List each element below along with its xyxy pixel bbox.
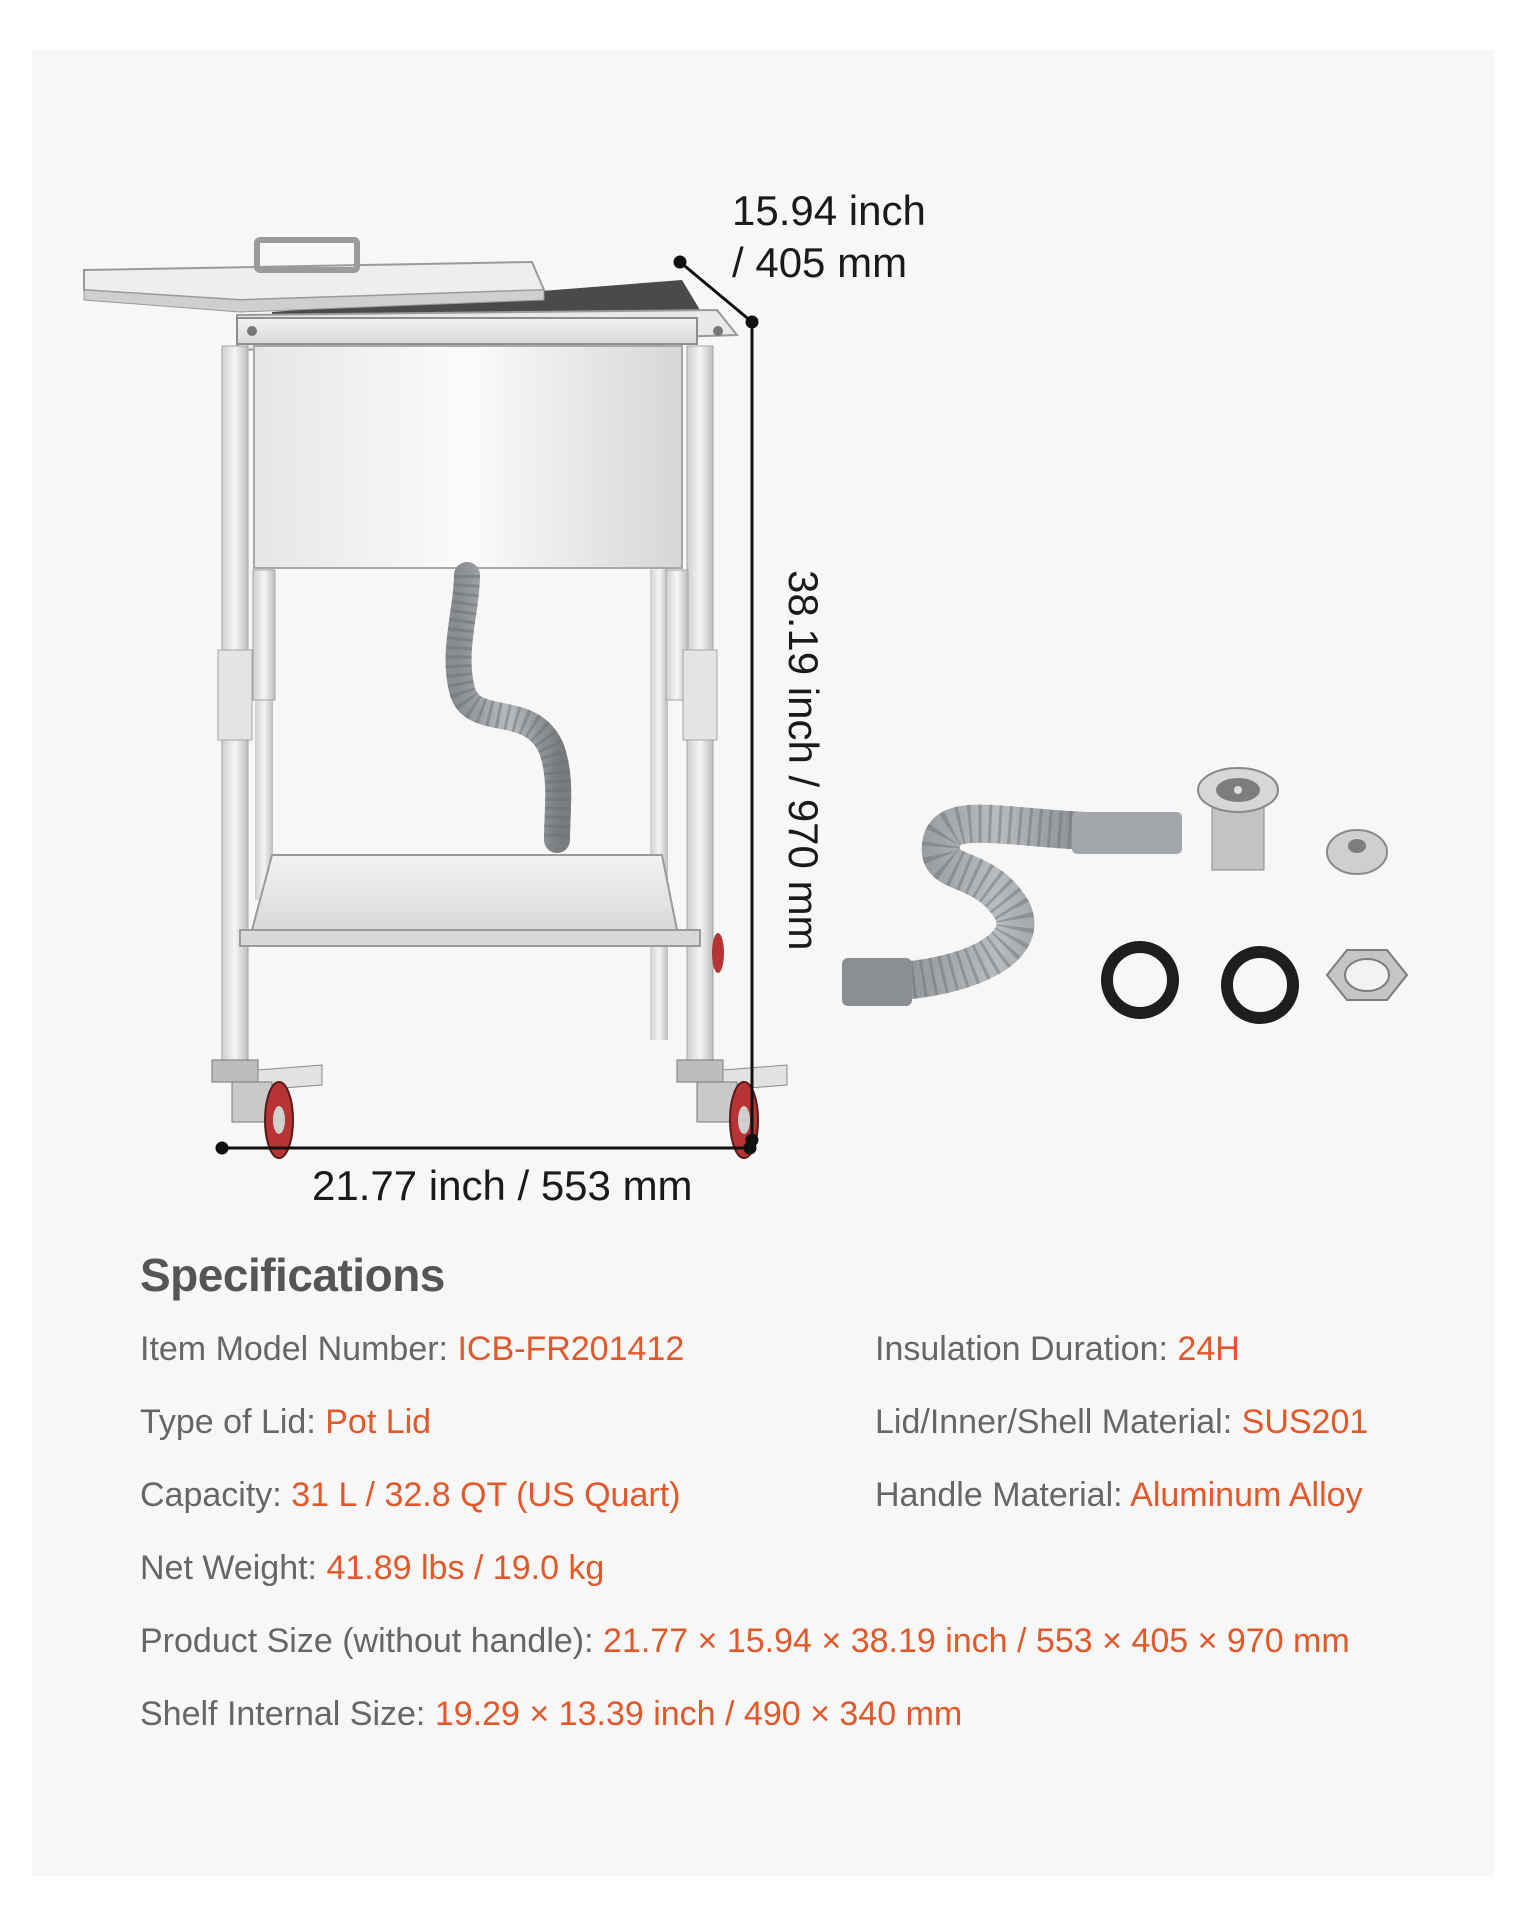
spec-item-handle-material: [875, 1474, 1363, 1516]
specifications-title: Specifications: [140, 1249, 445, 1301]
spec-label: Product Size (without handle):: [140, 1622, 594, 1660]
spec-label: Capacity:: [140, 1476, 282, 1514]
spec-label: Lid/Inner/Shell Material:: [875, 1403, 1233, 1441]
height-dimension-label: 38.19 inch / 970 mm: [780, 570, 827, 951]
product-spec-sheet: [32, 50, 1494, 1876]
spec-value: 19.29 × 13.39 inch / 490 × 340 mm: [434, 1695, 963, 1733]
spec-value: Aluminum Alloy: [1130, 1476, 1363, 1514]
rubber-washer-1: [1107, 947, 1173, 1013]
drain-strainer: [1198, 768, 1278, 870]
spec-label: Type of Lid:: [140, 1403, 316, 1441]
spec-item-net-weight: [140, 1547, 604, 1589]
tub-body: [254, 346, 682, 568]
spec-label: Handle Material:: [875, 1476, 1123, 1514]
spec-item-lid-type: [140, 1401, 431, 1443]
lock-nut: [1327, 950, 1407, 1000]
caster-left: [212, 1060, 322, 1158]
width-dimension-label: 21.77 inch / 553 mm: [312, 1162, 693, 1209]
caster-back: [712, 933, 724, 973]
spec-item-shelf-size: [140, 1693, 962, 1735]
spec-item-model-number: [140, 1328, 684, 1370]
spec-item-material: [875, 1401, 1368, 1443]
caster-right: [677, 1060, 787, 1158]
spec-value: 21.77 × 15.94 × 38.19 inch / 553 × 405 × 970 mm: [603, 1622, 1350, 1660]
spec-value: 41.89 lbs / 19.0 kg: [326, 1549, 605, 1587]
spec-label: Insulation Duration:: [875, 1330, 1168, 1368]
depth-mm: / 405 mm: [732, 239, 908, 286]
rubber-washer-2: [1227, 952, 1293, 1018]
spec-item-product-size: [140, 1620, 1350, 1662]
flexible-hose: [842, 812, 1182, 1006]
spec-value: 31 L / 32.8 QT (US Quart): [291, 1476, 681, 1514]
accessories: [842, 768, 1407, 1018]
spec-item-capacity: [140, 1474, 680, 1516]
drain-plug: [1327, 830, 1387, 874]
bottom-shelf: [252, 855, 677, 930]
depth-inch: 15.94 inch: [732, 187, 926, 234]
spec-value: ICB-FR201412: [457, 1330, 685, 1368]
spec-label: Item Model Number:: [140, 1330, 448, 1368]
spec-value: 24H: [1177, 1330, 1240, 1368]
spec-item-insulation-duration: [875, 1328, 1240, 1370]
spec-value: SUS201: [1241, 1403, 1369, 1441]
depth-dimension-label: [732, 185, 926, 289]
spec-label: Net Weight:: [140, 1549, 318, 1587]
ice-cart: [84, 240, 787, 1158]
spec-value: Pot Lid: [325, 1403, 432, 1441]
spec-label: Shelf Internal Size:: [140, 1695, 426, 1733]
